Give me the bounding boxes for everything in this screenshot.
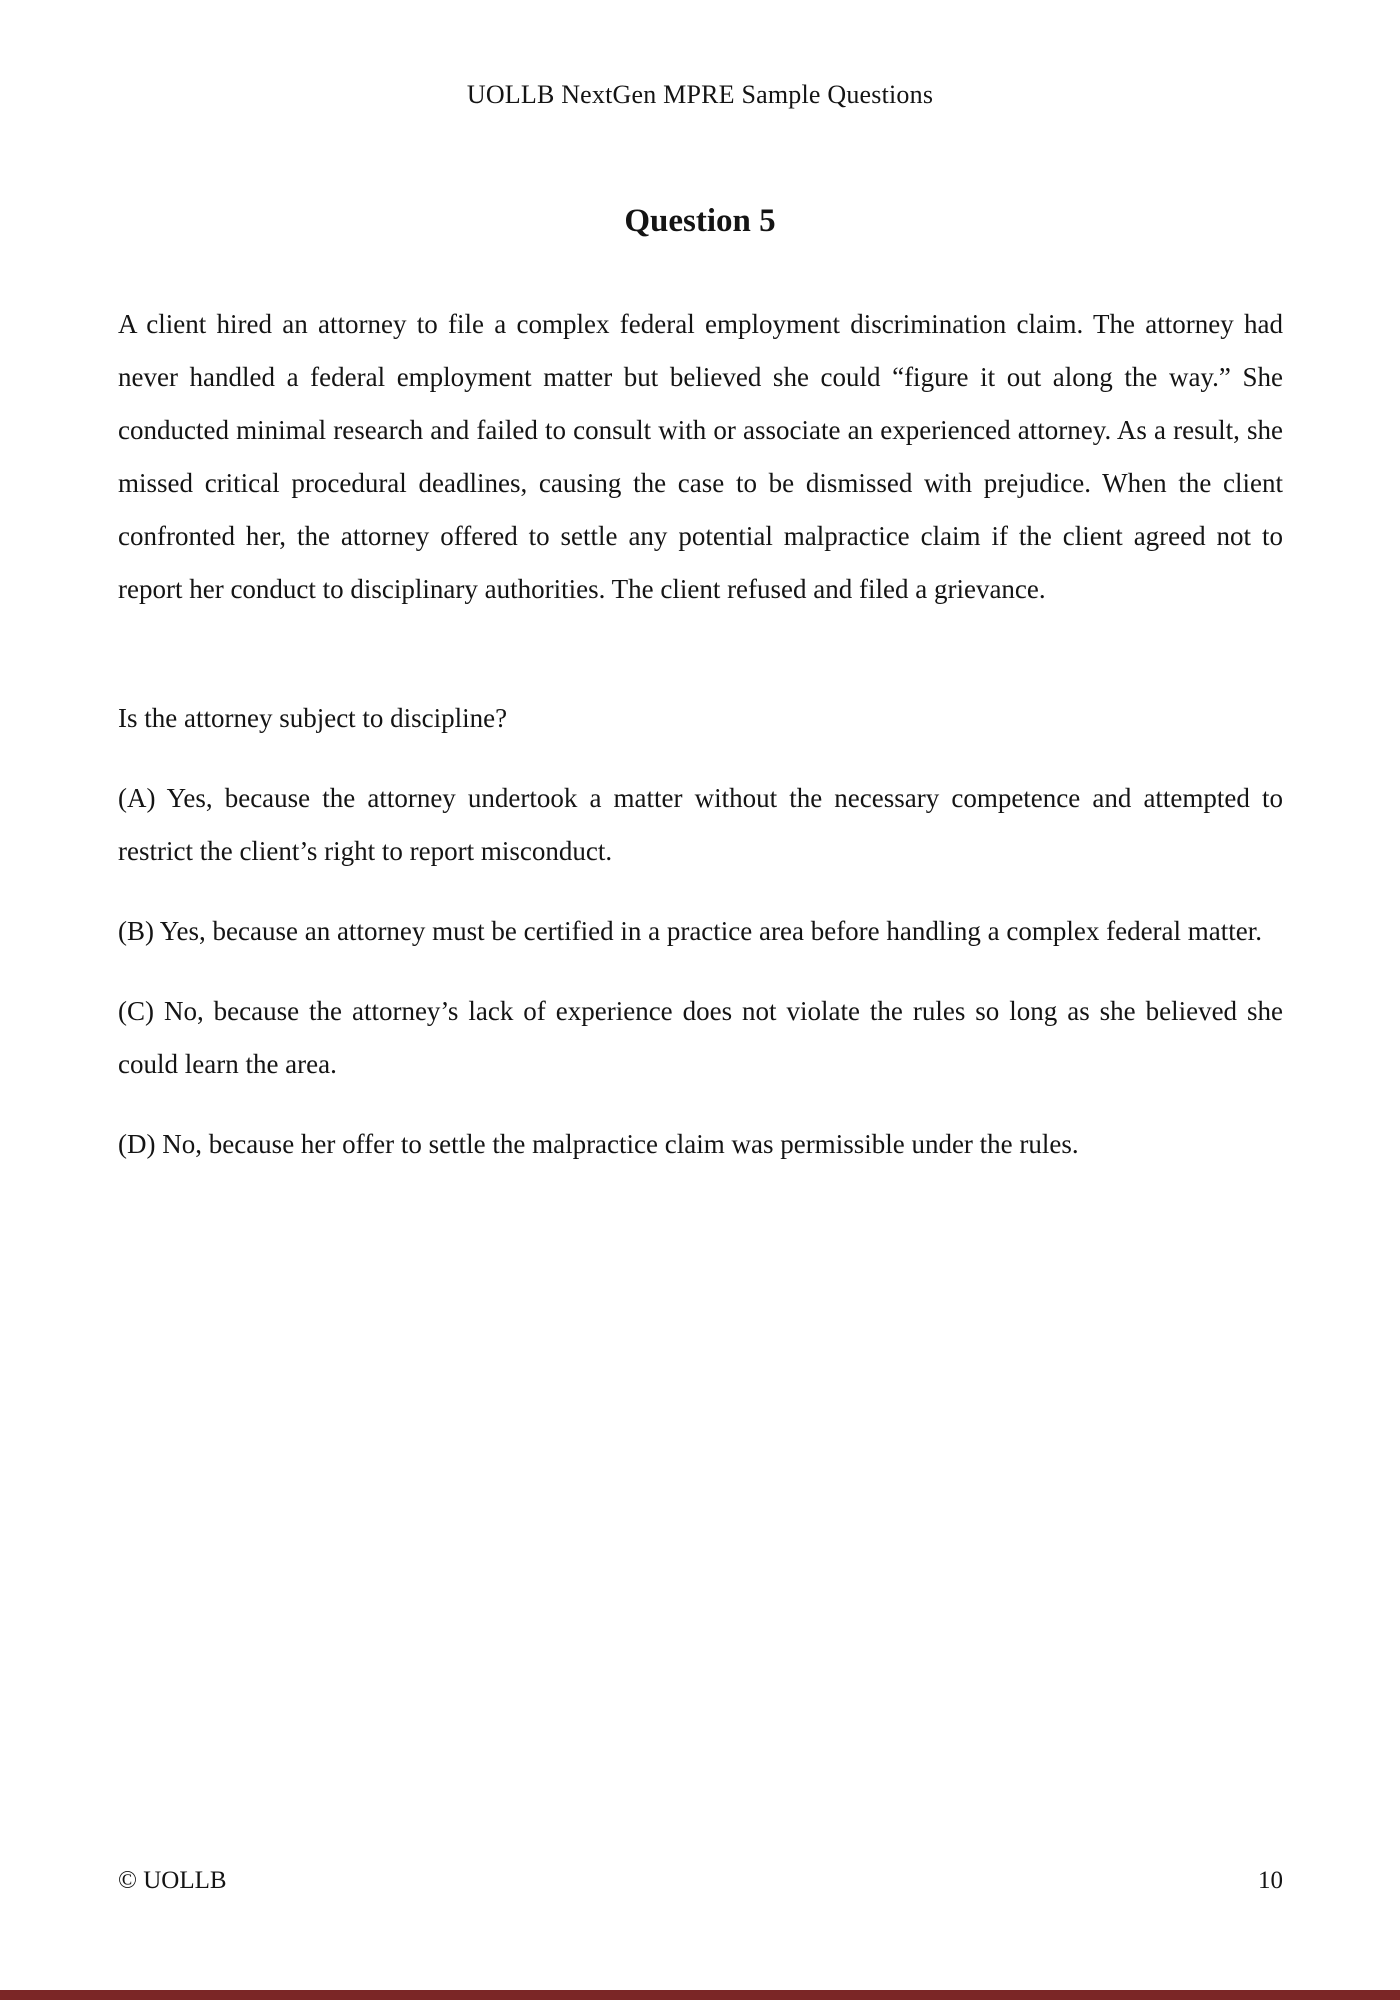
question-prompt: Is the attorney subject to discipline? <box>118 703 508 733</box>
question-stem: A client hired an attorney to file a complex federal employment discrimination claim. The attorney had never handled a federal employment matter but believed she could “figure it out along the way.” She conducted minimal research and failed to consult with or associate an experienced attorney. As a result, she missed critical procedural deadlines, causing the case to be dismissed with prejudice. When the client confronted her, the attorney offered to settle any potential malpractice claim if the client agreed not to report her conduct to disciplinary authorities. The client refused and filed a grievance. <box>118 309 1283 604</box>
page-footer <box>118 1866 1283 1896</box>
footer-copyright: © UOLLB <box>118 1867 227 1894</box>
answer-option-a: (A) Yes, because the attorney undertook a matter without the necessary competence and attempted to restrict the client’s right to report misconduct. <box>118 783 1283 866</box>
answer-option-d: (D) No, because her offer to settle the malpractice claim was permissible under the rules. <box>118 1129 1079 1159</box>
answer-option-b: (B) Yes, because an attorney must be certified in a practice area before handling a complex federal matter. <box>118 916 1263 946</box>
running-header: UOLLB NextGen MPRE Sample Questions <box>466 80 934 109</box>
answer-option-c: (C) No, because the attorney’s lack of experience does not violate the rules so long as she believed she could learn the area. <box>118 996 1283 1079</box>
page-title: Question 5 <box>624 203 776 239</box>
page-number: 10 <box>1258 1867 1283 1894</box>
page-content <box>118 298 1283 1171</box>
bottom-accent-bar <box>0 1990 1400 2000</box>
